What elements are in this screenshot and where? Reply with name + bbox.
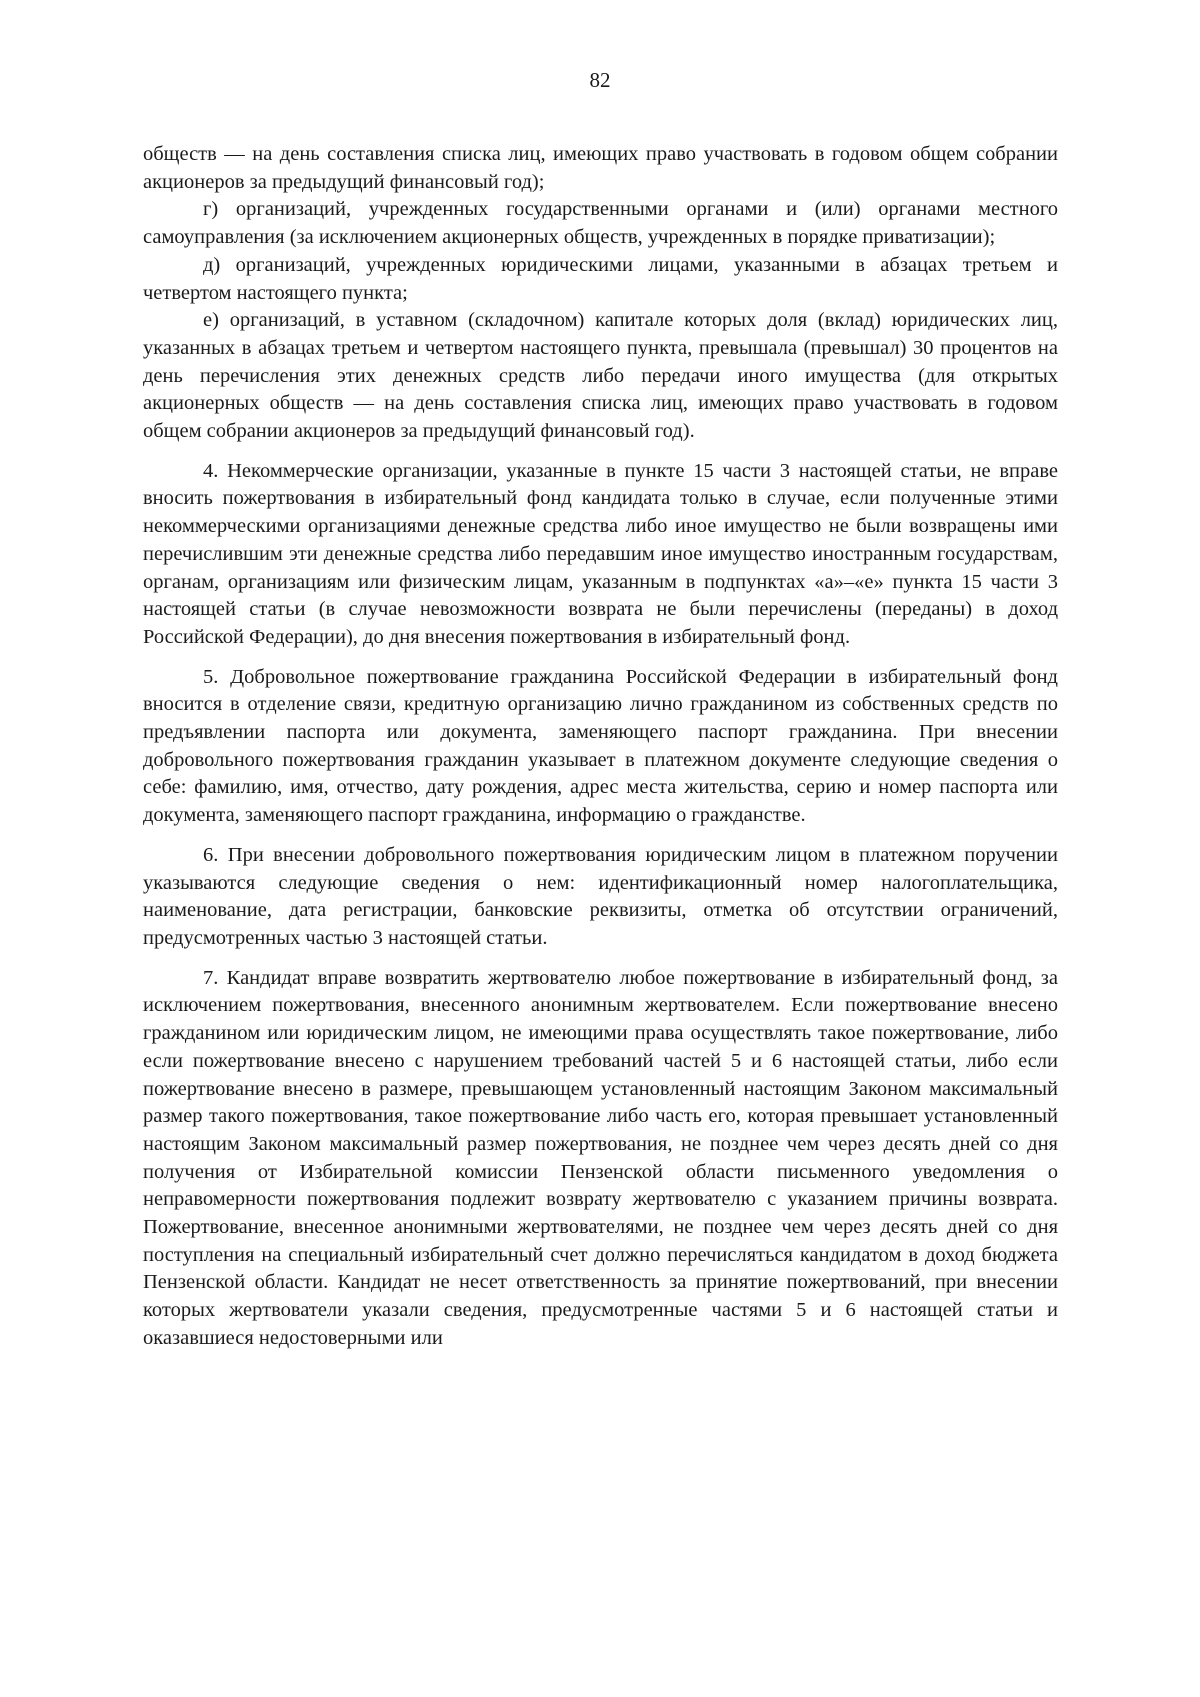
paragraph-4: 4. Некоммерческие организации, указанные в пункте 15 части 3 настоящей статьи, не вправе вносить пожертвования в избирательный фонд кандидата только в случае, если полученные этими некоммерческими организациями денежные средства либо иное имущество не были возвращены ими перечислившим эти денежные средства либо передавшим иное имущество иностранным государствам, органам, организациям или физическим лицам, указанным в подпунктах «а»–«е» пункта 15 части 3 настоящей статьи (в случае невозможности возврата не были перечислены (переданы) в доход Российской Федерации), до дня внесения пожертвования в избирательный фонд. bbox=[143, 459, 1058, 648]
subitem-e: е) организаций, в уставном (складочном) капитале которых доля (вклад) юридических лиц, указанных в абзацах третьем и четвертом настоящего пункта, превышала (превышал) 30 процентов на день перечисления этих денежных средств либо передачи иного имущества (для открытых акционерных обществ — на день составления списка лиц, имеющих право участвовать в годовом общем собрании акционеров за предыдущий финансовый год). bbox=[143, 309, 1058, 443]
document-body bbox=[143, 141, 1058, 1353]
paragraph-6: 6. При внесении добровольного пожертвования юридическим лицом в платежном поручении указываются следующие сведения о нем: идентификационный номер налогоплательщика, наименование, дата регистрации, банковские реквизиты, отметка об отсутствии ограничений, предусмотренных частью 3 настоящей статьи. bbox=[143, 843, 1058, 949]
paragraph-7: 7. Кандидат вправе возвратить жертвователю любое пожертвование в избирательный фонд, за исключением пожертвования, внесенного анонимным жертвователем. Если пожертвование внесено гражданином или юридическим лицом, не имеющими права осуществлять такое пожертвование, либо если пожертвование внесено с нарушением требований частей 5 и 6 настоящей статьи, либо если пожертвование внесено в размере, превышающем установленный настоящим Законом максимальный размер такого пожертвования, такое пожертвование либо часть его, которая превышает установленный настоящим Законом максимальный размер пожертвования, не позднее чем через десять дней со дня получения от Избирательной комиссии Пензенской области письменного уведомления о неправомерности пожертвования подлежит возврату жертвователю с указанием причины возврата. Пожертвование, внесенное анонимными жертвователями, не позднее чем через десять дней со дня поступления на специальный избирательный счет должно перечисляться кандидатом в доход бюджета Пензенской области. Кандидат не несет ответственность за принятие пожертвований, при внесении которых жертвователи указали сведения, предусмотренные частями 5 и 6 настоящей статьи и оказавшиеся недостоверными или bbox=[143, 966, 1058, 1349]
subitem-g: г) организаций, учрежденных государственными органами и (или) органами местного самоуправления (за исключением акционерных обществ, учрежденных в порядке приватизации); bbox=[143, 198, 1058, 249]
subitem-d: д) организаций, учрежденных юридическими лицами, указанными в абзацах третьем и четвертом настоящего пункта; bbox=[143, 253, 1058, 304]
paragraph-continuation: обществ — на день составления списка лиц, имеющих право участвовать в годовом общем собрании акционеров за предыдущий финансовый год); bbox=[143, 143, 1058, 193]
page-number: 82 bbox=[589, 68, 611, 92]
paragraph-5: 5. Добровольное пожертвование гражданина Российской Федерации в избирательный фонд вносится в отделение связи, кредитную организацию лично гражданином из собственных средств по предъявлении паспорта или документа, заменяющего паспорт гражданина. При внесении добровольного пожертвования гражданин указывает в платежном документе следующие сведения о себе: фамилию, имя, отчество, дату рождения, адрес места жительства, серию и номер паспорта или документа, заменяющего паспорт гражданина, информацию о гражданстве. bbox=[143, 665, 1058, 827]
